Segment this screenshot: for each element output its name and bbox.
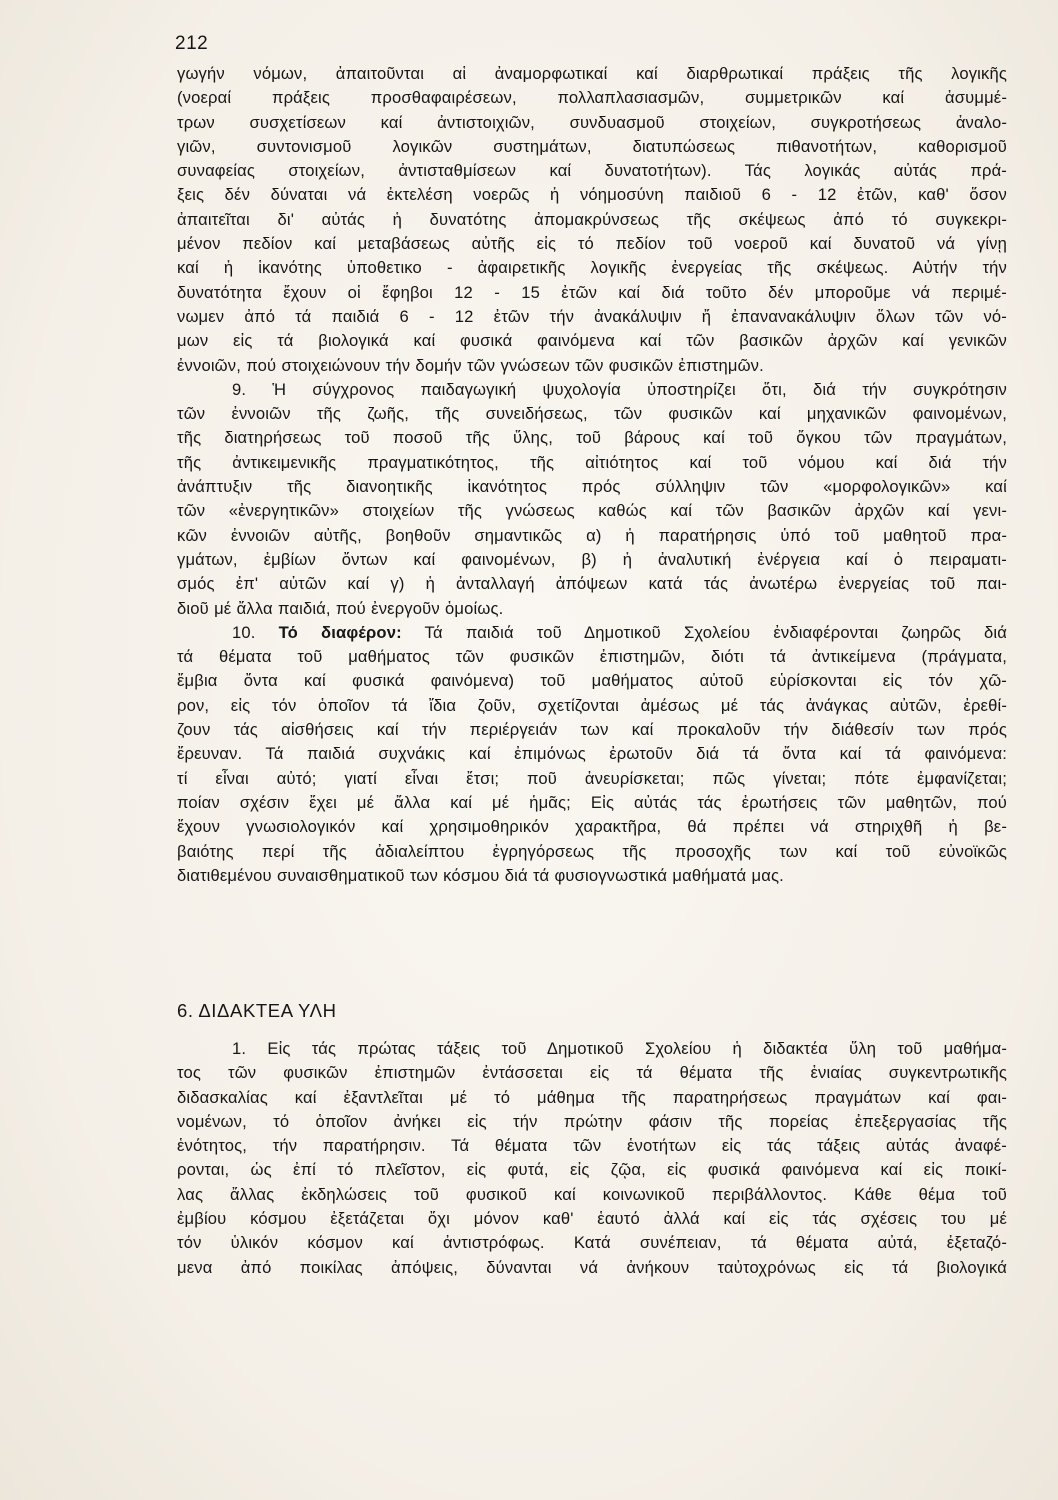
text-line: μων εἰς τά βιολογικά καί φυσικά φαινόμενα καί τῶν βασικῶν ἀρχῶν καί γενικῶν	[177, 331, 1007, 351]
paragraph-9	[177, 378, 1007, 621]
text-line: τῶν «ἐνεργητικῶν» στοιχείων τῆς γνώσεως καθώς καί τῶν βασικῶν ἀρχῶν καί γενι-	[177, 501, 1007, 521]
text-line: μενα ἀπό ποικίλας ἀπόψεις, δύνανται νά ἀνήκουν ταὐτοχρόνως εἰς τά βιολογικά	[177, 1257, 1007, 1277]
text-line: διατιθεμένου συναισθηματικοῦ των κόσμου διά τά φυσιογνωστικά μαθήματά μας.	[177, 865, 784, 885]
text-line: βαιότης περί τῆς ἀδιαλείπτου ἐγρηγόρσεως τῆς προσοχῆς των καί τοῦ εὐνοϊκῶς	[177, 841, 1007, 861]
text-line: τόν ὑλικόν κόσμον καί ἀντιστρόφως. Κατά συνέπειαν, τά θέματα αὐτά, ἐξεταζό-	[177, 1233, 1007, 1253]
text-line: ρον, εἰς τόν ὁποῖον τά ἴδια ζοῦν, σχετίζονται ἀμέσως μέ τάς ἀνάγκας αὐτῶν, ἐρεθί-	[177, 695, 1007, 715]
text-line: σμός ἐπ' αὐτῶν καί γ) ἡ ἀνταλλαγή ἀπόψεων κατά τάς ἀνωτέρω ἐνεργείας τοῦ παι-	[177, 574, 1007, 594]
text-line: τῆς διατηρήσεως τοῦ ποσοῦ τῆς ὕλης, τοῦ βάρους καί τοῦ ὄγκου τῶν πραγμάτων,	[177, 428, 1007, 448]
section-heading: 6. ΔΙΔΑΚΤΕΑ ΥΛΗ	[177, 1000, 337, 1021]
text-line: νομένων, τό ὁποῖον ἀνήκει εἰς τήν πρώτην φάσιν τῆς πορείας ἐπεξεργασίας τῆς	[177, 1111, 1007, 1131]
text-line: ἔχουν γνωσιολογικόν καί χρησιμοθηρικόν χαρακτῆρα, θά πρέπει νά στηριχθῆ ἡ βε-	[177, 817, 1007, 837]
text-line: ἔμβια ὄντα καί φυσικά φαινόμενα) τοῦ μαθήματος αὐτοῦ εὑρίσκονται εἰς τόν χῶ-	[177, 671, 1007, 691]
text-line: τῶν ἐννοιῶν τῆς ζωῆς, τῆς συνειδήσεως, τῶν φυσικῶν καί μηχανικῶν φαινομένων,	[177, 404, 1007, 424]
text-line: ἑνότητος, τήν παρατήρησιν. Τά θέματα τῶν ἑνοτήτων εἰς τάς τάξεις αὐτάς ἀναφέ-	[177, 1136, 1007, 1156]
text-line: γιῶν, συντονισμοῦ λογικῶν συστημάτων, διατυπώσεως πιθανοτήτων, καθορισμοῦ	[177, 136, 1007, 156]
text-fragment: Τά παιδιά τοῦ Δημοτικοῦ Σχολείου ἐνδιαφέρονται ζωηρῶς διά	[424, 622, 1008, 642]
text-line	[177, 621, 1007, 645]
text-line: ἐννοιῶν, πού στοιχειώνουν τήν δομήν τῶν γνώσεων τῶν φυσικῶν ἐπιστημῶν.	[177, 355, 764, 375]
text-line: ποίαν σχέσιν ἔχει μέ ἄλλα καί μέ ἡμᾶς; Εἰς αὐτάς τάς ἐρωτήσεις τῶν μαθητῶν, πού	[177, 792, 1007, 812]
paragraph-10	[177, 621, 1007, 888]
body-text-upper	[177, 62, 1007, 888]
text-line: τά θέματα τοῦ μαθήματος τῶν φυσικῶν ἐπιστημῶν, διότι τά ἀντικείμενα (πράγματα,	[177, 647, 1007, 667]
text-line: ἐμβίου κόσμου ἐξετάζεται ὄχι μόνον καθ' ἑαυτό ἀλλά καί εἰς τάς σχέσεις του μέ	[177, 1209, 1007, 1229]
paragraph-number: 10.	[232, 622, 256, 642]
text-line: 9. Ἡ σύγχρονος παιδαγωγική ψυχολογία ὑποστηρίζει ὅτι, διά τήν συγκρότησιν	[232, 379, 1007, 399]
text-line: 1. Εἰς τάς πρώτας τάξεις τοῦ Δημοτικοῦ Σχολείου ἡ διδακτέα ὕλη τοῦ μαθήμα-	[232, 1039, 1007, 1058]
text-line: (νοεραί πράξεις προσθαφαιρέσεων, πολλαπλασιασμῶν, συμμετρικῶν καί ἀσυμμέ-	[177, 88, 1007, 108]
page-number: 212	[175, 33, 209, 54]
text-line: τῆς ἀντικειμενικῆς πραγματικότητος, τῆς αἰτιότητος καί τοῦ νόμου καί διά τήν	[177, 452, 1007, 472]
section-paragraph-1	[177, 1037, 1007, 1280]
text-line: καί ἡ ἱκανότης ὑποθετικο - ἀφαιρετικῆς λογικῆς ἐνεργείας τῆς σκέψεως. Αὐτήν τήν	[177, 258, 1007, 278]
text-line: κῶν ἐννοιῶν αὐτῆς, βοηθοῦν σημαντικῶς α) ἡ παρατήρησις ὑπό τοῦ μαθητοῦ πρα-	[177, 525, 1007, 545]
bold-label: Τό διαφέρον:	[278, 622, 402, 642]
text-line: ἀπαιτεῖται δι' αὐτάς ἡ δυνατότης ἀπομακρύνσεως τῆς σκέψεως ἀπό τό συγκεκρι-	[177, 209, 1007, 229]
text-line: συναφείας στοιχείων, ἀντισταθμίσεων καί δυνατοτήτων). Τάς λογικάς αὐτάς πρά-	[177, 161, 1007, 181]
text-line: ξεις δέν δύναται νά ἐκτελέση νοερῶς ἡ νόημοσύνη παιδιοῦ 6 - 12 ἐτῶν, καθ' ὅσον	[177, 185, 1007, 205]
text-line: μένον πεδίον καί μεταβάσεως αὐτῆς εἰς τό πεδίον τοῦ νοεροῦ καί δυνατοῦ νά γίνῃ	[177, 234, 1007, 254]
text-line: διδασκαλίας καί ἐξαντλεῖται μέ τό μάθημα τῆς παρατηρήσεως πραγμάτων καί φαι-	[177, 1087, 1007, 1107]
paragraph-intro	[177, 62, 1007, 378]
text-line: ἀνάπτυξιν τῆς διανοητικῆς ἱκανότητος πρός σύλληψιν τῶν «μορφολογικῶν» καί	[177, 477, 1007, 497]
text-line: ρονται, ὡς ἐπί τό πλεῖστον, εἰς φυτά, εἰς ζῷα, εἰς φυσικά φαινόμενα καί εἰς ποικί-	[177, 1160, 1007, 1180]
body-text-lower	[177, 1037, 1007, 1280]
text-line: γωγήν νόμων, ἀπαιτοῦνται αἱ ἀναμορφωτικαί καί διαρθρωτικαί πράξεις τῆς λογικῆς	[177, 64, 1007, 83]
text-line: λας ἄλλας ἐκδηλώσεις τοῦ φυσικοῦ καί κοινωνικοῦ περιβάλλοντος. Κάθε θέμα τοῦ	[177, 1184, 1007, 1204]
text-line: τος τῶν φυσικῶν ἐπιστημῶν ἐντάσσεται εἰς τά θέματα τῆς ἑνιαίας συγκεντρωτικῆς	[177, 1063, 1007, 1083]
text-line: τρων συσχετίσεων καί ἀντιστοιχιῶν, συνδυασμοῦ στοιχείων, συγκροτήσεως ἀναλο-	[177, 112, 1007, 132]
text-line: γμάτων, ἐμβίων ὄντων καί φαινομένων, β) ἡ ἀναλυτική ἐνέργεια καί ὁ πειραματι-	[177, 549, 1007, 569]
text-line: νωμεν ἀπό τά παιδιά 6 - 12 ἐτῶν τήν ἀνακάλυψιν ἤ ἐπανανακάλυψιν ὅλων τῶν νό-	[177, 306, 1007, 326]
text-line: δυνατότητα ἔχουν οἱ ἔφηβοι 12 - 15 ἐτῶν καί διά τοῦτο δέν μποροῦμε νά περιμέ-	[177, 282, 1007, 302]
text-line: διοῦ μέ ἄλλα παιδιά, πού ἐνεργοῦν ὁμοίως.	[177, 598, 504, 618]
text-line: ζουν τάς αἰσθήσεις καί τήν περιέργειάν των καί προκαλοῦν τήν διάθεσίν των πρός	[177, 720, 1007, 740]
text-line: τί εἶναι αὐτό; γιατί εἶναι ἔτσι; ποῦ ἀνευρίσκεται; πῶς γίνεται; πότε ἐμφανίζεται;	[177, 768, 1007, 788]
text-line: ἔρευναν. Τά παιδιά συχνάκις καί ἐπιμόνως ἐρωτοῦν διά τά ὄντα καί τά φαινόμενα:	[177, 744, 1007, 764]
